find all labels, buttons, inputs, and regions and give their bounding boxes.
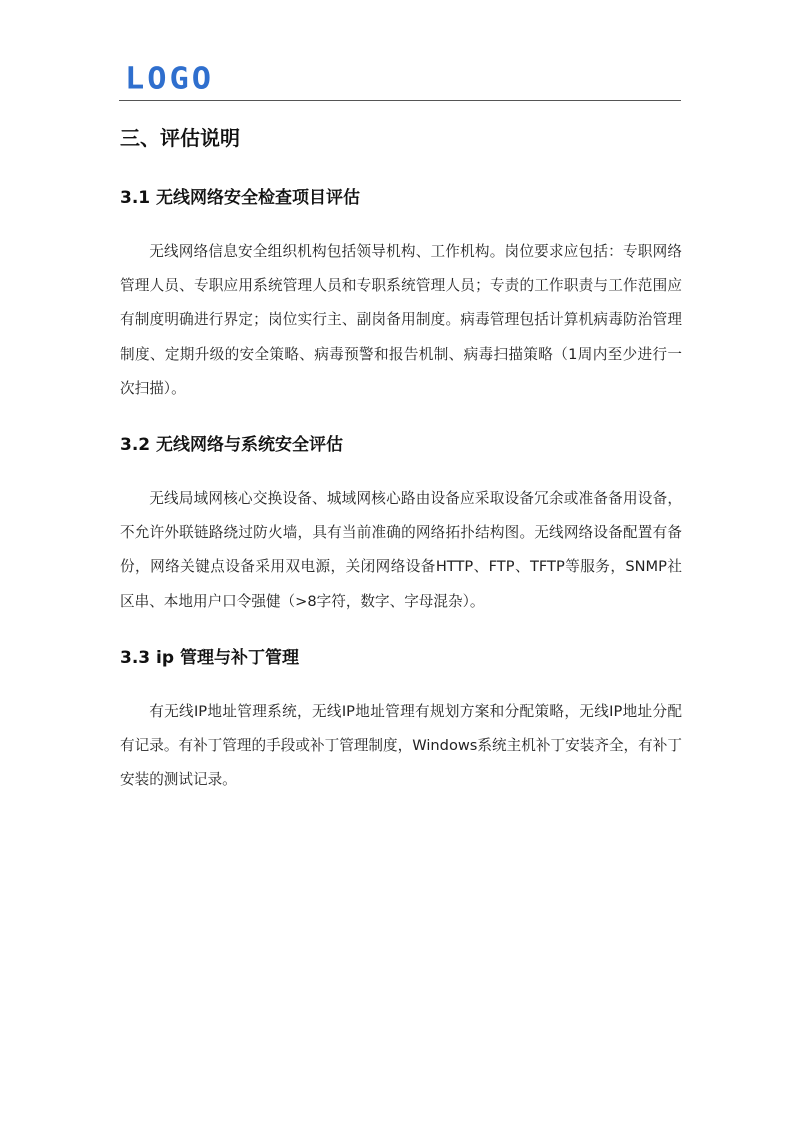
subsection-body-3-3: 有无线IP地址管理系统，无线IP地址管理有规划方案和分配策略，无线IP地址分配有记录。有补丁管理的手段或补丁管理制度，Windows系统主机补丁安装齐全，有补丁安装的测试记录。 bbox=[120, 702, 682, 789]
subsection-body-3-2: 无线局域网核心交换设备、城域网核心路由设备应采取设备冗余或准备备用设备，不允许外联链路绕过防火墙，具有当前准确的网络拓扑结构图。无线网络设备配置有备份，网络关键点设备采用双电源，关闭网络设备HTTP、FTP、TFTP等服务，SNMP社区串、本地用户口令强健（>8字符，数字、字母混杂）。 bbox=[120, 490, 682, 610]
subsection-title-3-1: 3.1 无线网络安全检查项目评估 bbox=[120, 188, 361, 208]
header-divider bbox=[119, 100, 681, 101]
logo: LOGO bbox=[125, 59, 215, 97]
document-body bbox=[120, 118, 682, 797]
subsection-title-3-2: 3.2 无线网络与系统安全评估 bbox=[120, 435, 344, 456]
section-title: 三、评估说明 bbox=[120, 126, 240, 150]
subsection-body-3-1: 无线网络信息安全组织机构包括领导机构、工作机构。岗位要求应包括：专职网络管理人员、专职应用系统管理人员和专职系统管理人员；专责的工作职责与工作范围应有制度明确进行界定；岗位实行主、副岗备用制度。病毒管理包括计算机病毒防治管理制度、定期升级的安全策略、病毒预警和报告机制、病毒扫描策略（1周内至少进行一次扫描）。 bbox=[120, 243, 682, 397]
subsection-title-3-3: 3.3 ip 管理与补丁管理 bbox=[120, 647, 299, 668]
